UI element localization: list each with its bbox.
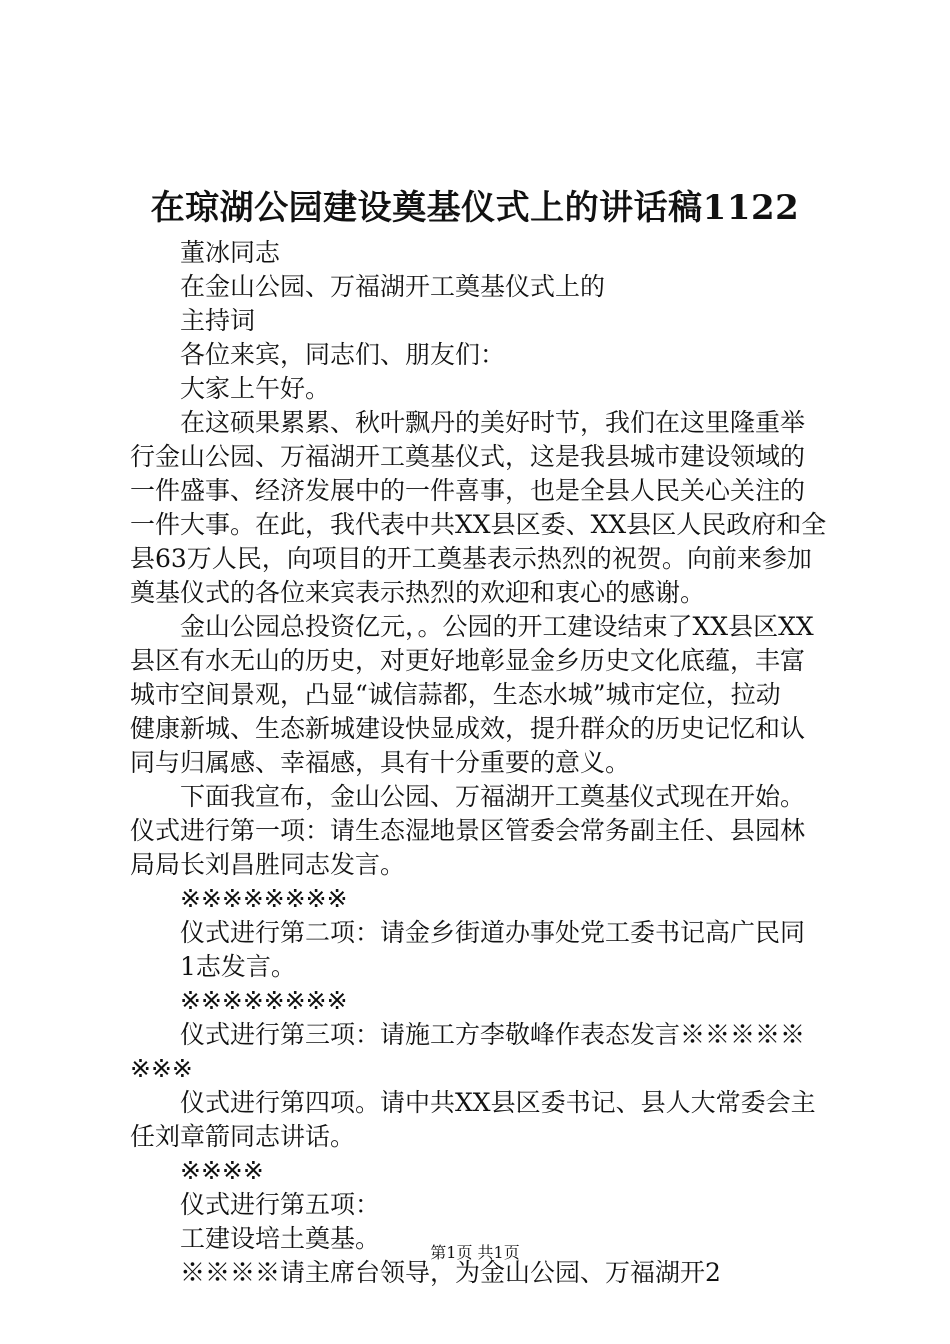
body-line: 工建设培土奠基。 [180,1224,381,1253]
body-line: 县63万人民，向项目的开工奠基表示热烈的祝贺。向前来参加 [130,544,812,573]
body-line: 县区有水无山的历史，对更好地彰显金乡历史文化底蕴，丰富 [130,646,806,675]
body-line: 仪式进行第三项：请施工方李敬峰作表态发言※※※※※ [180,1020,806,1049]
body-line: 下面我宣布，金山公园、万福湖开工奠基仪式现在开始。 [180,782,806,811]
document-body [130,236,830,1290]
body-line: 董冰同志 [180,238,281,267]
body-line: 在这硕果累累、秋叶飘丹的美好时节，我们在这里隆重举 [180,408,806,437]
body-line: 大家上午好。 [180,374,331,403]
body-line: 一件大事。在此，我代表中共XX县区委、XX县区人民政府和全 [130,510,827,539]
body-line: ※※※※※※※※ [180,986,348,1015]
body-line: 各位来宾，同志们、朋友们： [180,340,506,369]
body-line: 奠基仪式的各位来宾表示热烈的欢迎和衷心的感谢。 [130,578,706,607]
body-line: 主持词 [180,306,256,335]
body-line: 一件盛事、经济发展中的一件喜事，也是全县人民关心关注的 [130,476,806,505]
body-line: 仪式进行第四项。请中共XX县区委书记、县人大常委会主 [180,1088,816,1117]
body-line: 任刘章箭同志讲话。 [130,1122,356,1151]
body-line: 行金山公园、万福湖开工奠基仪式，这是我县城市建设领域的 [130,442,806,471]
body-line: ※※※ [130,1054,193,1083]
document-title: 在琼湖公园建设奠基仪式上的讲话稿1122 [150,188,800,228]
body-line: 仪式进行第二项：请金乡街道办事处党工委书记高广民同 [180,918,806,947]
body-line: 局局长刘昌胜同志发言。 [130,850,406,879]
body-line: 健康新城、生态新城建设快显成效，提升群众的历史记忆和认 [130,714,806,743]
body-line: 在金山公园、万福湖开工奠基仪式上的 [180,272,606,301]
page-footer: 第1页 共1页 [430,1243,520,1262]
body-line: 城市空间景观，凸显“诚信蒜都，生态水城”城市定位，拉动 [130,680,781,709]
body-line: 1志发言。 [180,952,296,981]
body-line: 金山公园总投资亿元，。公园的开工建设结束了XX县区XX [180,612,814,641]
body-line: 仪式进行第一项：请生态湿地景区管委会常务副主任、县园林 [130,816,806,845]
body-line: 仪式进行第五项： [180,1190,381,1219]
body-line: ※※※※※※※※ [180,884,348,913]
body-line: ※※※※ [180,1156,264,1185]
body-line: 同与归属感、幸福感，具有十分重要的意义。 [130,748,631,777]
body-line: ※※※※请主席台领导，为金山公园、万福湖开2 [180,1258,721,1287]
